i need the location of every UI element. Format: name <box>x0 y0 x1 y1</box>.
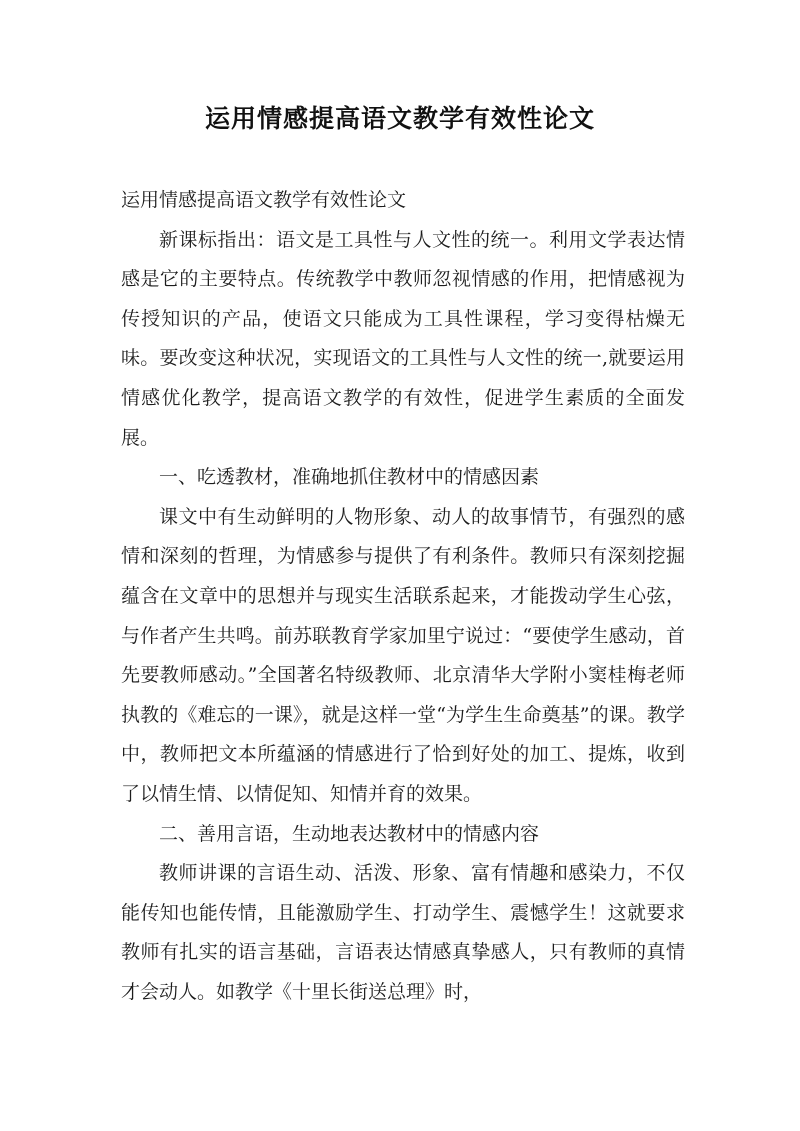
document-title: 运用情感提高语文教学有效性论文 <box>204 104 595 133</box>
document-body <box>121 181 685 1012</box>
paragraph-intro: 新课标指出：语文是工具性与人文性的统一。利用文学表达情感是它的主要特点。传统教学中教师忽视情感的作用，把情感视为传授知识的产品，使语文只能成为工具性课程，学习变得枯燥无味。要改变这种状况，实现语文的工具性与人文性的统一,就要运用情感优化教学，提高语文教学的有效性，促进学生素质的全面发展。 <box>121 228 685 449</box>
section-heading-2: 二、善用言语，生动地表达教材中的情感内容 <box>159 822 540 845</box>
section-heading-1: 一、吃透教材，准确地抓住教材中的情感因素 <box>159 466 540 489</box>
paragraph-section-1: 课文中有生动鲜明的人物形象、动人的故事情节，有强烈的感情和深刻的哲理，为情感参与提供了有利条件。教师只有深刻挖掘蕴含在文章中的思想并与现实生活联系起来，才能拨动学生心弦，与作者产生共鸣。前苏联教育学家加里宁说过：“要使学生感动，首先要教师感动。”全国著名特级教师、北京清华大学附小窦桂梅老师执教的《难忘的一课》，就是这样一堂“为学生生命奠基”的课。教学中，教师把文本所蕴涵的情感进行了恰到好处的加工、提炼，收到了以情生情、以情促知、知情并育的效果。 <box>121 505 685 805</box>
paragraph-section-2: 教师讲课的言语生动、活泼、形象、富有情趣和感染力，不仅能传知也能传情，且能激励学生、打动学生、震憾学生！这就要求教师有扎实的语言基础，言语表达情感真挚感人，只有教师的真情才会动人。如教学《十里长街送总理》时， <box>121 862 685 1003</box>
body-heading: 运用情感提高语文教学有效性论文 <box>121 189 407 211</box>
